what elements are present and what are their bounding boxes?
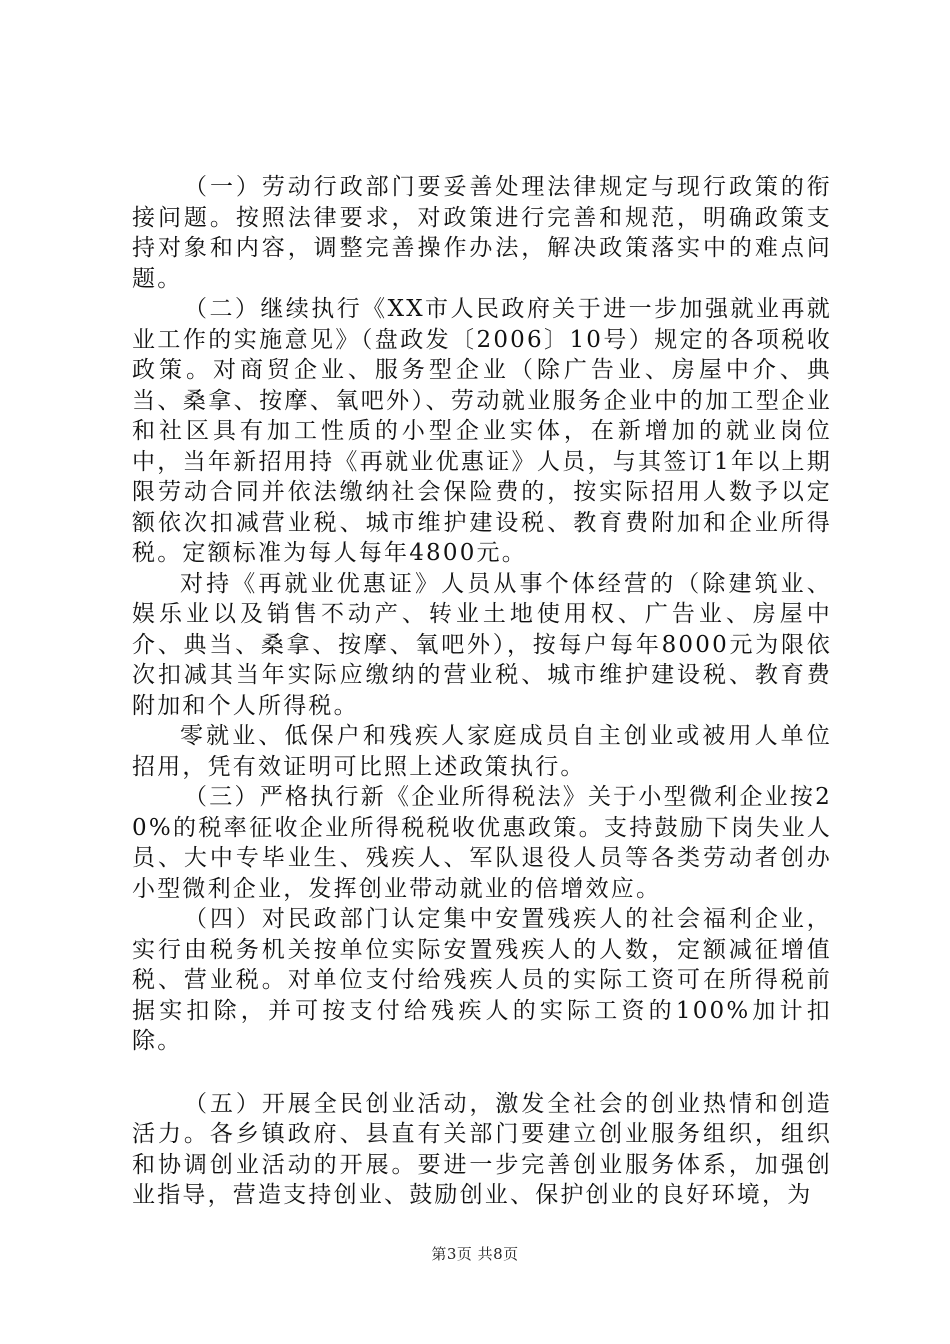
paragraph-5: （三）严格执行新《企业所得税法》关于小型微利企业按20%的税率征收企业所得税税收优惠政策。支持鼓励下岗失业人员、大中专毕业生、残疾人、军队退役人员等各类劳动者创办小型微利企业，发挥创业带动就业的倍增效应。 <box>132 784 832 902</box>
page-footer: 第3页 共8页 <box>431 1245 519 1263</box>
paragraph-7: （五）开展全民创业活动，激发全社会的创业热情和创造活力。各乡镇政府、县直有关部门要建立创业服务组织，组织和协调创业活动的开展。要进一步完善创业服务体系，加强创业指导，营造支持创业、鼓励创业、保护创业的良好环境，为 <box>132 1090 832 1208</box>
paragraph-4: 零就业、低保户和残疾人家庭成员自主创业或被用人单位招用，凭有效证明可比照上述政策执行。 <box>132 723 832 780</box>
document-body <box>132 172 832 1211</box>
paragraph-6: （四）对民政部门认定集中安置残疾人的社会福利企业，实行由税务机关按单位实际安置残疾人的人数，定额减征增值税、营业税。对单位支付给残疾人员的实际工资可在所得税前据实扣除，并可按支付给残疾人的实际工资的100%加计扣除。 <box>132 906 832 1054</box>
paragraph-1: （一）劳动行政部门要妥善处理法律规定与现行政策的衔接问题。按照法律要求，对政策进行完善和规范，明确政策支持对象和内容，调整完善操作办法，解决政策落实中的难点问题。 <box>132 174 832 292</box>
paragraph-3: 对持《再就业优惠证》人员从事个体经营的（除建筑业、娱乐业以及销售不动产、转业土地使用权、广告业、房屋中介、典当、桑拿、按摩、氧吧外），按每户每年8000元为限依次扣减其当年实际应缴纳的营业税、城市维护建设税、教育费附加和个人所得税。 <box>132 570 832 719</box>
paragraph-2: （二）继续执行《XX市人民政府关于进一步加强就业再就业工作的实施意见》（盘政发〔2006〕10号）规定的各项税收政策。对商贸企业、服务型企业（除广告业、房屋中介、典当、桑拿、按摩、氧吧外）、劳动就业服务企业中的加工型企业和社区具有加工性质的小型企业实体，在新增加的就业岗位中，当年新招用持《再就业优惠证》人员，与其签订1年以上期限劳动合同并依法缴纳社会保险费的，按实际招用人数予以定额依次扣减营业税、城市维护建设税、教育费附加和企业所得税。定额标准为每人每年4800元。 <box>132 296 832 566</box>
